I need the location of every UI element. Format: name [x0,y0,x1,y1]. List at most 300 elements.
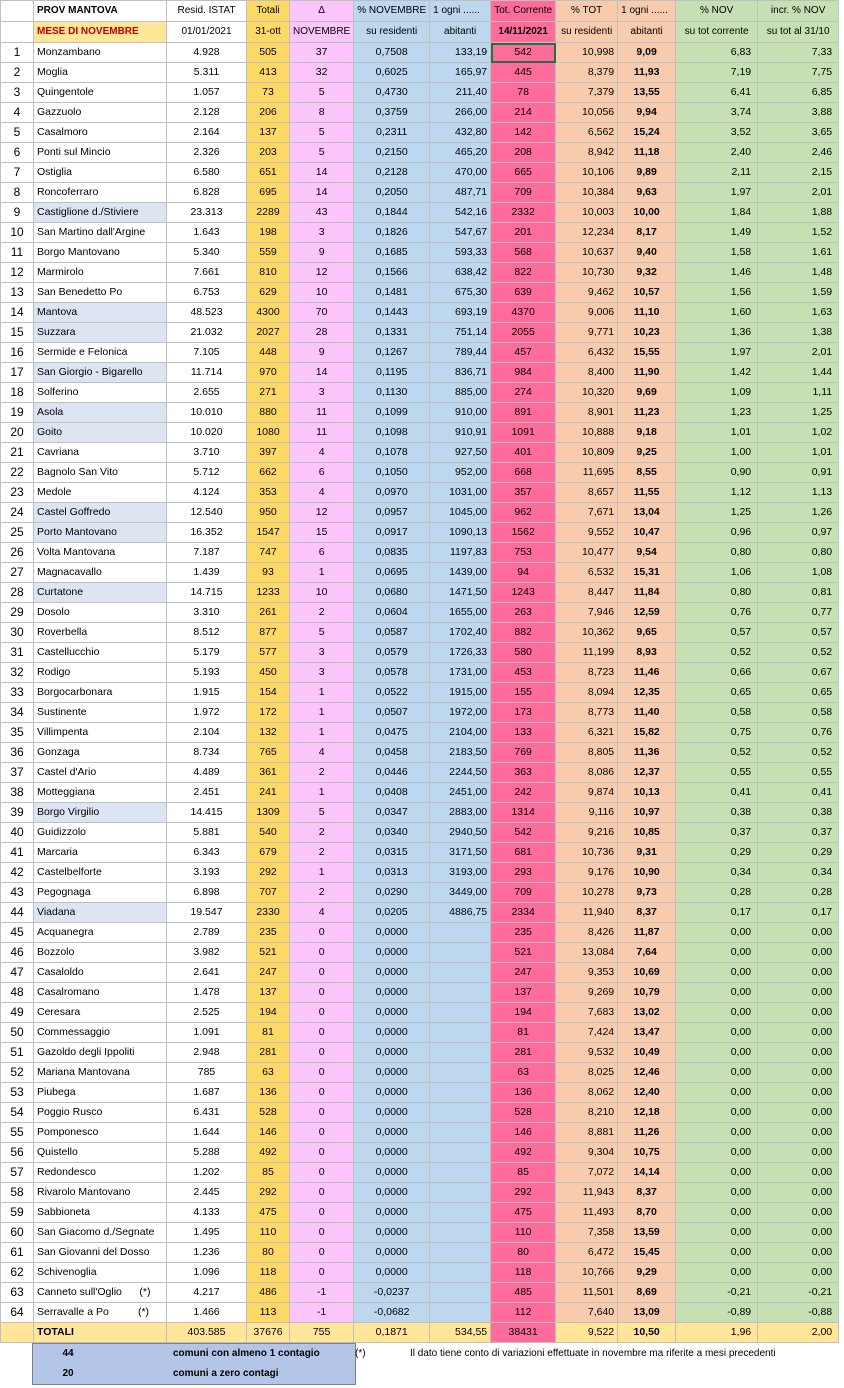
pct-tot[interactable]: 7,671 [556,503,618,523]
incr-pct-nov[interactable]: 0,97 [758,523,839,543]
pct-tot[interactable]: 8,062 [556,1083,618,1103]
pct-nov-corrente[interactable]: 0,66 [676,663,758,683]
totali[interactable]: 85 [247,1163,290,1183]
resid-istat[interactable]: 2.104 [167,723,247,743]
header-date-corrente[interactable]: 14/11/2021 [491,22,556,43]
resid-istat[interactable]: 7.187 [167,543,247,563]
pct-novembre[interactable]: 0,0970 [354,483,430,503]
one-every-tot[interactable]: 13,09 [618,1303,676,1323]
totali[interactable]: 486 [247,1283,290,1303]
tot-corrente[interactable]: 521 [491,943,556,963]
pct-tot[interactable]: 9,304 [556,1143,618,1163]
resid-istat[interactable]: 5.712 [167,463,247,483]
one-every[interactable]: 211,40 [430,83,491,103]
pct-novembre[interactable]: 0,0000 [354,1183,430,1203]
header-su-tot-corrente[interactable]: su tot corrente [676,22,758,43]
comune-name[interactable]: Rodigo [34,663,167,683]
pct-novembre[interactable]: 0,0000 [354,943,430,963]
pct-nov-corrente[interactable]: 0,37 [676,823,758,843]
resid-istat[interactable]: 1.096 [167,1263,247,1283]
totali[interactable]: 137 [247,123,290,143]
resid-istat[interactable]: 3.310 [167,603,247,623]
resid-istat[interactable]: 12.540 [167,503,247,523]
resid-istat[interactable]: 10.020 [167,423,247,443]
row-number[interactable]: 64 [1,1303,34,1323]
pct-tot[interactable]: 7,072 [556,1163,618,1183]
pct-tot[interactable]: 9,462 [556,283,618,303]
row-number[interactable]: 21 [1,443,34,463]
tot-corrente[interactable]: 201 [491,223,556,243]
tot-corrente[interactable]: 1562 [491,523,556,543]
incr-pct-nov[interactable]: 0,00 [758,963,839,983]
row-number[interactable]: 54 [1,1103,34,1123]
delta-novembre[interactable]: 2 [290,603,354,623]
pct-novembre[interactable]: 0,0000 [354,1123,430,1143]
row-number[interactable]: 43 [1,883,34,903]
tot-corrente[interactable]: 80 [491,1243,556,1263]
pct-nov-corrente[interactable]: 0,90 [676,463,758,483]
comune-name[interactable]: Cavriana [34,443,167,463]
totali[interactable]: 110 [247,1223,290,1243]
pct-novembre[interactable]: 0,1098 [354,423,430,443]
pct-nov-corrente[interactable]: 0,28 [676,883,758,903]
one-every-tot[interactable]: 9,63 [618,183,676,203]
delta-novembre[interactable]: 5 [290,623,354,643]
pct-nov-corrente[interactable]: 0,00 [676,1183,758,1203]
comune-name[interactable]: Piubega [34,1083,167,1103]
tot-corrente[interactable]: 453 [491,663,556,683]
incr-pct-nov[interactable]: 1,88 [758,203,839,223]
pct-novembre[interactable]: 0,1078 [354,443,430,463]
row-number[interactable]: 60 [1,1223,34,1243]
incr-pct-nov[interactable]: 0,34 [758,863,839,883]
delta-novembre[interactable]: 0 [290,1163,354,1183]
totali[interactable]: 880 [247,403,290,423]
totali[interactable]: 475 [247,1203,290,1223]
pct-novembre[interactable]: 0,1566 [354,263,430,283]
one-every-tot[interactable]: 10,90 [618,863,676,883]
row-number[interactable]: 14 [1,303,34,323]
comune-name[interactable]: Gazzuolo [34,103,167,123]
tot-corrente[interactable]: 142 [491,123,556,143]
one-every-tot[interactable]: 9,40 [618,243,676,263]
totali[interactable]: 540 [247,823,290,843]
resid-istat[interactable]: 10.010 [167,403,247,423]
totali[interactable]: 1309 [247,803,290,823]
one-every[interactable]: 432,80 [430,123,491,143]
one-every-tot[interactable]: 11,23 [618,403,676,423]
pct-nov-corrente[interactable]: 1,42 [676,363,758,383]
resid-istat[interactable]: 1.091 [167,1023,247,1043]
delta-novembre[interactable]: 0 [290,1003,354,1023]
totali[interactable]: 695 [247,183,290,203]
pct-novembre[interactable]: 0,0000 [354,1243,430,1263]
delta-novembre[interactable]: 0 [290,1083,354,1103]
one-every-tot[interactable]: 12,18 [618,1103,676,1123]
tot-corrente[interactable]: 4370 [491,303,556,323]
delta-novembre[interactable]: 0 [290,1243,354,1263]
tot-corrente[interactable]: 709 [491,883,556,903]
comune-name[interactable]: Quistello [34,1143,167,1163]
pct-tot[interactable]: 10,362 [556,623,618,643]
one-every-tot[interactable]: 8,37 [618,1183,676,1203]
pct-nov-corrente[interactable]: 3,74 [676,103,758,123]
totali[interactable]: 281 [247,1043,290,1063]
row-number[interactable]: 30 [1,623,34,643]
one-every-tot[interactable]: 13,04 [618,503,676,523]
resid-istat[interactable]: 5.311 [167,63,247,83]
comune-name[interactable]: Redondesco [34,1163,167,1183]
totali[interactable]: 505 [247,43,290,63]
one-every-tot[interactable]: 9,32 [618,263,676,283]
tot-corrente[interactable]: 112 [491,1303,556,1323]
incr-pct-nov[interactable]: 0,52 [758,743,839,763]
delta-novembre[interactable]: 28 [290,323,354,343]
pct-nov-corrente[interactable]: 1,49 [676,223,758,243]
one-every-tot[interactable]: 13,59 [618,1223,676,1243]
tot-corrente[interactable]: 485 [491,1283,556,1303]
comune-name[interactable]: Medole [34,483,167,503]
totali[interactable]: 4300 [247,303,290,323]
row-number[interactable]: 15 [1,323,34,343]
pct-nov-corrente[interactable]: 1,56 [676,283,758,303]
one-every-tot[interactable]: 10,79 [618,983,676,1003]
one-every[interactable]: 165,97 [430,63,491,83]
row-number[interactable]: 26 [1,543,34,563]
one-every-tot[interactable]: 10,00 [618,203,676,223]
tot-corrente[interactable]: 568 [491,243,556,263]
one-every-tot[interactable]: 15,55 [618,343,676,363]
pct-nov-corrente[interactable]: 0,00 [676,1263,758,1283]
header-title[interactable]: PROV MANTOVA [34,1,167,22]
incr-pct-nov[interactable]: 0,37 [758,823,839,843]
resid-istat[interactable]: 1.439 [167,563,247,583]
row-number[interactable]: 49 [1,1003,34,1023]
pct-tot[interactable]: 10,384 [556,183,618,203]
one-every-tot[interactable]: 11,36 [618,743,676,763]
incr-pct-nov[interactable]: 0,00 [758,1003,839,1023]
header-tot-corrente[interactable]: Tot. Corrente [491,1,556,22]
pct-tot[interactable]: 8,379 [556,63,618,83]
pct-nov-corrente[interactable]: 0,00 [676,1143,758,1163]
comune-name[interactable]: Pomponesco [34,1123,167,1143]
one-every[interactable]: 910,00 [430,403,491,423]
comune-name[interactable]: Guidizzolo [34,823,167,843]
one-every[interactable]: 2883,00 [430,803,491,823]
row-number[interactable]: 38 [1,783,34,803]
tot-corrente[interactable]: 528 [491,1103,556,1123]
delta-novembre[interactable]: 0 [290,1263,354,1283]
delta-novembre[interactable]: 3 [290,643,354,663]
resid-istat[interactable]: 48.523 [167,303,247,323]
delta-novembre[interactable]: 14 [290,163,354,183]
pct-nov-corrente[interactable]: 1,58 [676,243,758,263]
pct-tot[interactable]: 8,447 [556,583,618,603]
totals-label[interactable]: TOTALI [34,1323,167,1343]
incr-pct-nov[interactable]: 7,75 [758,63,839,83]
pct-novembre[interactable]: 0,0507 [354,703,430,723]
one-every[interactable] [430,1223,491,1243]
pct-novembre[interactable]: 0,1130 [354,383,430,403]
comune-name[interactable]: Casalmoro [34,123,167,143]
totali[interactable]: 577 [247,643,290,663]
pct-tot[interactable]: 9,552 [556,523,618,543]
incr-pct-nov[interactable]: 2,46 [758,143,839,163]
header-abitanti-2[interactable]: abitanti [618,22,676,43]
pct-tot[interactable]: 6,532 [556,563,618,583]
pct-nov-corrente[interactable]: 0,80 [676,583,758,603]
comune-name[interactable]: Sabbioneta [34,1203,167,1223]
delta-novembre[interactable]: -1 [290,1283,354,1303]
one-every-tot[interactable]: 15,31 [618,563,676,583]
one-every[interactable]: 2451,00 [430,783,491,803]
pct-novembre[interactable]: 0,0475 [354,723,430,743]
resid-istat[interactable]: 6.828 [167,183,247,203]
one-every[interactable] [430,1103,491,1123]
comune-name[interactable]: Marmirolo [34,263,167,283]
resid-istat[interactable]: 6.431 [167,1103,247,1123]
delta-novembre[interactable]: 10 [290,583,354,603]
pct-nov-corrente[interactable]: 0,00 [676,1103,758,1123]
one-every[interactable]: 885,00 [430,383,491,403]
one-every[interactable]: 1045,00 [430,503,491,523]
pct-nov-corrente[interactable]: 0,00 [676,1223,758,1243]
comune-name[interactable]: Quingentole [34,83,167,103]
pct-nov-corrente[interactable]: 2,40 [676,143,758,163]
comune-name[interactable]: Castel Goffredo [34,503,167,523]
comune-name[interactable]: Viadana [34,903,167,923]
pct-novembre[interactable]: 0,0000 [354,1063,430,1083]
one-every[interactable]: 542,16 [430,203,491,223]
row-number[interactable]: 13 [1,283,34,303]
one-every[interactable]: 2244,50 [430,763,491,783]
resid-istat[interactable]: 8.512 [167,623,247,643]
tot-corrente[interactable]: 110 [491,1223,556,1243]
row-number[interactable]: 29 [1,603,34,623]
delta-novembre[interactable]: 0 [290,1103,354,1123]
comune-name[interactable]: Castel d'Ario [34,763,167,783]
tot-corrente[interactable]: 293 [491,863,556,883]
pct-tot[interactable]: 9,353 [556,963,618,983]
incr-pct-nov[interactable]: 0,38 [758,803,839,823]
pct-novembre[interactable]: 0,1826 [354,223,430,243]
tot-corrente[interactable]: 962 [491,503,556,523]
one-every[interactable]: 693,19 [430,303,491,323]
pct-tot[interactable]: 12,234 [556,223,618,243]
header-pct-nov[interactable]: % NOVEMBRE [354,1,430,22]
incr-pct-nov[interactable]: 1,63 [758,303,839,323]
one-every[interactable]: 487,71 [430,183,491,203]
pct-novembre[interactable]: 0,0000 [354,1023,430,1043]
comune-name[interactable]: Marcaria [34,843,167,863]
row-number[interactable]: 17 [1,363,34,383]
one-every[interactable]: 1197,83 [430,543,491,563]
resid-istat[interactable]: 1.236 [167,1243,247,1263]
comune-name[interactable]: Monzambano [34,43,167,63]
delta-novembre[interactable]: 0 [290,1123,354,1143]
pct-nov-corrente[interactable]: 3,52 [676,123,758,143]
totali[interactable]: 73 [247,83,290,103]
incr-pct-nov[interactable]: 1,11 [758,383,839,403]
one-every-tot[interactable]: 8,69 [618,1283,676,1303]
resid-istat[interactable]: 3.982 [167,943,247,963]
resid-istat[interactable]: 2.948 [167,1043,247,1063]
one-every[interactable] [430,1283,491,1303]
comune-name[interactable]: Poggio Rusco [34,1103,167,1123]
pct-tot[interactable]: 7,640 [556,1303,618,1323]
one-every[interactable] [430,1183,491,1203]
pct-tot[interactable]: 10,477 [556,543,618,563]
resid-istat[interactable]: 5.340 [167,243,247,263]
incr-pct-nov[interactable]: 2,01 [758,343,839,363]
pct-tot[interactable]: 8,210 [556,1103,618,1123]
delta-novembre[interactable]: 2 [290,763,354,783]
comune-name[interactable]: Roverbella [34,623,167,643]
incr-pct-nov[interactable]: 0,67 [758,663,839,683]
pct-nov-corrente[interactable]: -0,21 [676,1283,758,1303]
delta-novembre[interactable]: 0 [290,1043,354,1063]
row-number[interactable]: 50 [1,1023,34,1043]
one-every-tot[interactable]: 12,40 [618,1083,676,1103]
pct-novembre[interactable]: 0,0000 [354,1203,430,1223]
totali[interactable]: 765 [247,743,290,763]
totali[interactable]: 261 [247,603,290,623]
pct-novembre[interactable]: 0,0587 [354,623,430,643]
incr-pct-nov[interactable]: 0,00 [758,1183,839,1203]
pct-nov-corrente[interactable]: 1,46 [676,263,758,283]
header-resid[interactable]: Resid. ISTAT [167,1,247,22]
incr-pct-nov[interactable]: -0,21 [758,1283,839,1303]
comune-name[interactable]: Roncoferraro [34,183,167,203]
delta-novembre[interactable]: 4 [290,903,354,923]
incr-pct-nov[interactable]: 0,41 [758,783,839,803]
row-number[interactable]: 33 [1,683,34,703]
one-every[interactable] [430,1243,491,1263]
row-number[interactable]: 4 [1,103,34,123]
one-every-tot[interactable]: 9,18 [618,423,676,443]
pct-tot[interactable]: 9,176 [556,863,618,883]
totali[interactable]: 2289 [247,203,290,223]
row-number[interactable]: 61 [1,1243,34,1263]
pct-novembre[interactable]: 0,1099 [354,403,430,423]
corner-cell-2[interactable] [1,22,34,43]
pct-tot[interactable]: 10,056 [556,103,618,123]
pct-novembre[interactable]: 0,1267 [354,343,430,363]
incr-pct-nov[interactable]: 0,00 [758,943,839,963]
totali[interactable]: 810 [247,263,290,283]
pct-tot[interactable]: 10,998 [556,43,618,63]
tot-corrente[interactable]: 753 [491,543,556,563]
pct-tot[interactable]: 7,424 [556,1023,618,1043]
resid-istat[interactable]: 23.313 [167,203,247,223]
header-novembre[interactable]: NOVEMBRE [290,22,354,43]
resid-istat[interactable]: 1.687 [167,1083,247,1103]
delta-novembre[interactable]: 37 [290,43,354,63]
pct-novembre[interactable]: -0,0682 [354,1303,430,1323]
pct-nov-corrente[interactable]: 0,00 [676,1203,758,1223]
one-every[interactable]: 2940,50 [430,823,491,843]
row-number[interactable]: 36 [1,743,34,763]
resid-istat[interactable]: 4.489 [167,763,247,783]
one-every[interactable]: 3171,50 [430,843,491,863]
tot-corrente[interactable]: 542 [491,823,556,843]
one-every-tot[interactable]: 9,65 [618,623,676,643]
comune-name[interactable]: San Giorgio - Bigarello [34,363,167,383]
tot-corrente[interactable]: 891 [491,403,556,423]
resid-istat[interactable]: 14.715 [167,583,247,603]
row-number[interactable]: 6 [1,143,34,163]
incr-pct-nov[interactable]: 0,52 [758,643,839,663]
pct-nov-corrente[interactable]: 2,11 [676,163,758,183]
tot-corrente[interactable]: 274 [491,383,556,403]
row-number[interactable]: 32 [1,663,34,683]
totali[interactable]: 1233 [247,583,290,603]
delta-novembre[interactable]: 3 [290,383,354,403]
tot-corrente[interactable]: 668 [491,463,556,483]
one-every-tot[interactable]: 13,02 [618,1003,676,1023]
tot-corrente[interactable]: 445 [491,63,556,83]
one-every[interactable]: 1031,00 [430,483,491,503]
header-delta[interactable]: Δ [290,1,354,22]
tot-corrente[interactable]: 63 [491,1063,556,1083]
one-every-tot[interactable]: 9,73 [618,883,676,903]
totali[interactable]: 651 [247,163,290,183]
one-every-tot[interactable]: 14,14 [618,1163,676,1183]
comune-name[interactable]: Dosolo [34,603,167,623]
one-every-tot[interactable]: 11,84 [618,583,676,603]
one-every[interactable] [430,1263,491,1283]
resid-istat[interactable]: 2.451 [167,783,247,803]
pct-novembre[interactable]: 0,0340 [354,823,430,843]
row-number[interactable]: 2 [1,63,34,83]
totali[interactable]: 247 [247,963,290,983]
pct-tot[interactable]: 10,809 [556,443,618,463]
header-abitanti[interactable]: abitanti [430,22,491,43]
pct-tot[interactable]: 8,025 [556,1063,618,1083]
delta-novembre[interactable]: 2 [290,823,354,843]
pct-nov-corrente[interactable]: 0,38 [676,803,758,823]
one-every-tot[interactable]: 12,37 [618,763,676,783]
pct-novembre[interactable]: 0,0522 [354,683,430,703]
header-su-residenti-2[interactable]: su residenti [556,22,618,43]
row-number[interactable]: 18 [1,383,34,403]
pct-novembre[interactable]: 0,1685 [354,243,430,263]
totali[interactable]: 877 [247,623,290,643]
pct-novembre[interactable]: 0,2128 [354,163,430,183]
comune-name[interactable]: Solferino [34,383,167,403]
one-every[interactable] [430,1003,491,1023]
resid-istat[interactable]: 2.789 [167,923,247,943]
pct-novembre[interactable]: 0,2050 [354,183,430,203]
pct-nov-corrente[interactable]: 7,19 [676,63,758,83]
resid-istat[interactable]: 5.179 [167,643,247,663]
incr-pct-nov[interactable]: 0,80 [758,543,839,563]
comune-name[interactable]: Volta Mantovana [34,543,167,563]
pct-novembre[interactable]: 0,0313 [354,863,430,883]
one-every[interactable] [430,1203,491,1223]
pct-novembre[interactable]: -0,0237 [354,1283,430,1303]
header-subtitle[interactable]: MESE DI NOVEMBRE [34,22,167,43]
totali[interactable]: 521 [247,943,290,963]
incr-pct-nov[interactable]: 0,57 [758,623,839,643]
incr-pct-nov[interactable]: 0,00 [758,1043,839,1063]
row-number[interactable]: 56 [1,1143,34,1163]
totals-one-every[interactable]: 534,55 [430,1323,491,1343]
pct-nov-corrente[interactable]: 1,97 [676,343,758,363]
pct-nov-corrente[interactable]: 0,00 [676,923,758,943]
one-every-tot[interactable]: 10,49 [618,1043,676,1063]
tot-corrente[interactable]: 2332 [491,203,556,223]
